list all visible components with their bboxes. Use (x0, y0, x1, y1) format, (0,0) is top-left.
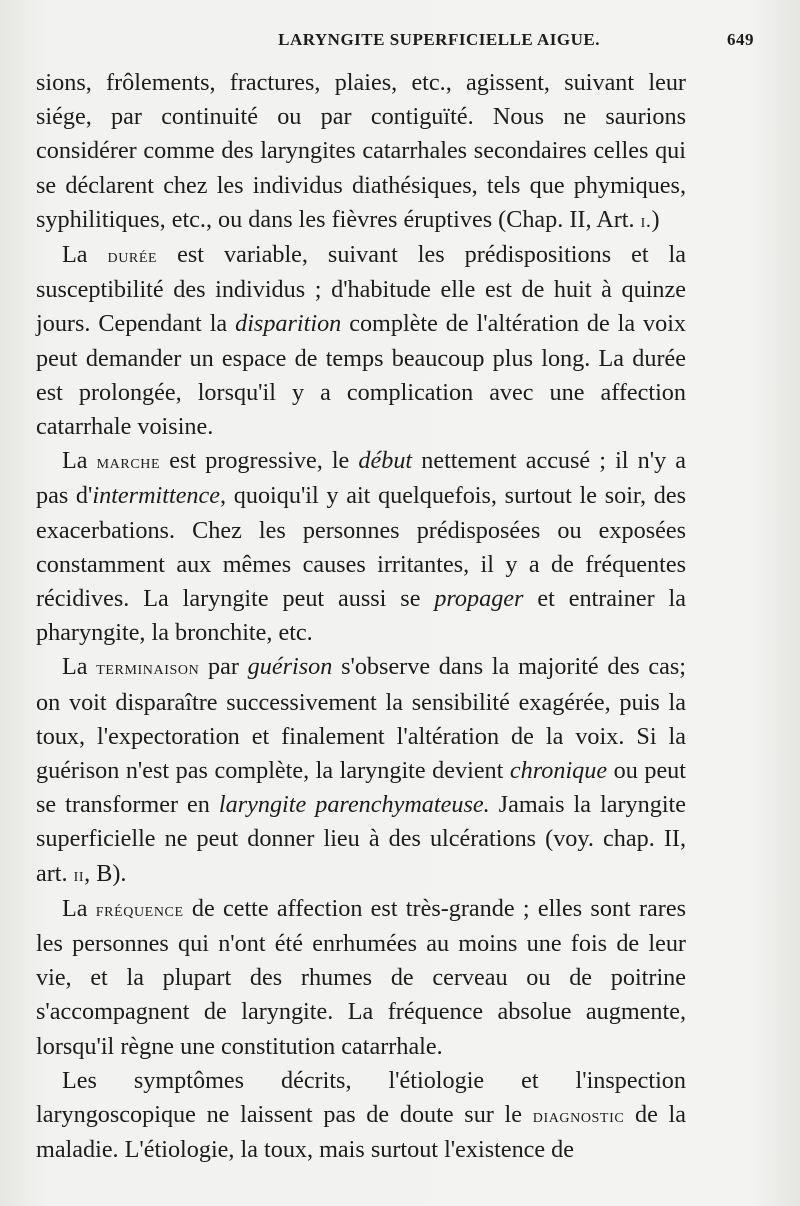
text-run: de la maladie. L'étiologie, la toux, mais surtout l'existence de (36, 1101, 686, 1164)
paragraph (36, 66, 686, 238)
small-caps-term: diagnostic (532, 1105, 625, 1128)
small-caps-term: terminaison (96, 657, 200, 680)
page-body-text (36, 66, 686, 1168)
text-run: par (199, 653, 248, 681)
running-header (40, 30, 754, 50)
page-number: 649 (727, 30, 754, 49)
italic-term: chronique (509, 757, 608, 785)
text-run: La (62, 447, 97, 475)
italic-term: début (358, 447, 413, 475)
paragraph (36, 1064, 686, 1168)
small-caps-term: fréquence (95, 898, 184, 921)
text-run: est variable, suivant les prédispositions et la susceptibilité des individus ; d'habitude elle est de huit à quinze jours. Cependant la (36, 241, 686, 338)
paragraph (36, 892, 686, 1064)
text-run: Jamais la laryngite superficielle ne peut donner lieu à des ulcérations (voy. chap. II, art. (36, 791, 686, 887)
italic-term: propager (434, 585, 524, 613)
small-caps-term: ii (73, 863, 85, 886)
text-run: , B). (84, 859, 127, 887)
text-run: complète de l'altération de la voix peut demander un espace de temps beaucoup plus long. La durée est prolongée, lorsqu'il y a complication avec une affection catarrhale voisine. (36, 310, 687, 441)
text-run: La (62, 653, 97, 681)
text-run: ) (651, 205, 660, 233)
paragraph (36, 650, 686, 891)
text-run: de cette affection est très-grande ; elles sont rares les personnes qui n'ont été enrhumées au moins une fois de leur vie, et la plupart des rhumes de cerveau ou de poitrine s'accompagnent de laryngite. La fréquence absolue augmente, lorsqu'il règne une constitution catarrhale. (36, 894, 686, 1060)
small-caps-term: i. (640, 209, 652, 232)
text-run: est progressive, le (160, 447, 359, 475)
text-run: , quoiqu'il y ait quelquefois, surtout le soir, des exacerbations. Chez les personnes prédisposées ou exposées constamment aux mêmes causes irritantes, il y a de fréquentes récidives. La laryngite peut aussi se (36, 482, 686, 613)
text-run: nettement accusé ; il n'y a pas d' (36, 447, 687, 510)
small-caps-term: durée (107, 245, 158, 268)
running-title: LARYNGITE SUPERFICIELLE AIGUE. (278, 30, 600, 49)
paragraph (36, 444, 686, 650)
text-run: La (62, 894, 96, 922)
text-run: La (62, 241, 108, 269)
text-run: ou peut se transformer en (36, 757, 686, 819)
text-run: s'observe dans la majorité des cas; on voit disparaître successivement la sensibilité exagérée, puis la toux, l'expectoration et finalement l'altération de la voix. Si la guérison n'est pas complète, la laryngite devient (36, 653, 686, 785)
italic-term: intermittence (92, 482, 221, 510)
text-run: et entrainer la pharyngite, la bronchite, etc. (36, 585, 686, 647)
text-run: sions, frôlements, fractures, plaies, etc., agissent, suivant leur siége, par continuité ou par contiguïté. Nous ne saurions considérer comme des laryngites catarrhales secondaires celles qui se déclarent chez les individus diathésiques, tels que phymiques, syphilitiques, etc., ou dans les fièvres éruptives (Chap. II, Art. (36, 69, 686, 233)
italic-term: disparition (235, 310, 342, 338)
text-run: Les symptômes décrits, l'étiologie et l'inspection laryngoscopique ne laissent pas de doute sur le (36, 1066, 686, 1129)
small-caps-term: marche (96, 451, 161, 474)
italic-term: guérison (247, 653, 333, 681)
paragraph (36, 238, 686, 444)
italic-term: laryngite parenchymateuse. (218, 791, 490, 819)
